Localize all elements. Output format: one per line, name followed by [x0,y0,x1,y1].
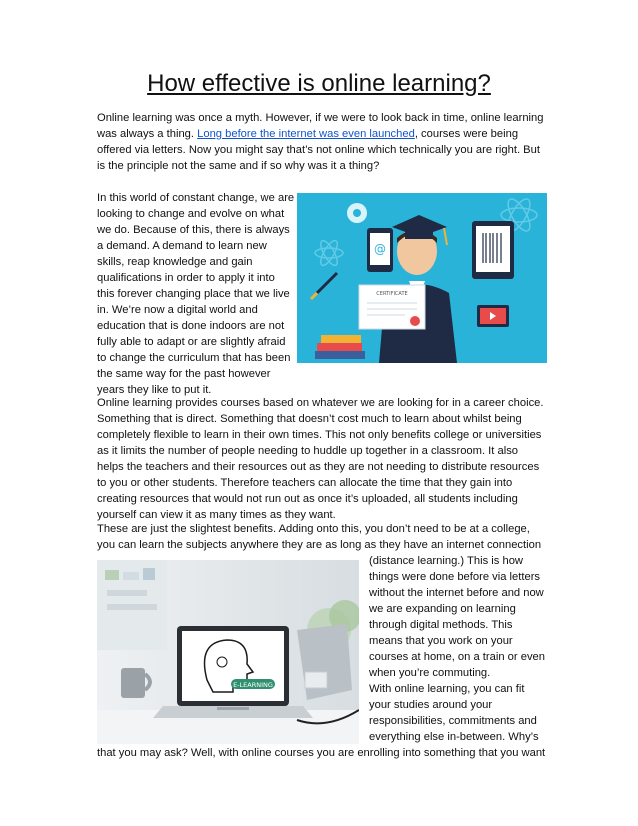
elearning-laptop-photo [97,560,359,744]
flexibility-paragraph: With online learning, you can fit your studies around your responsibilities, commitments and everything else in-between. Why’s [369,683,539,743]
benefits-paragraph: Online learning provides courses based on whatever we are looking for in a career choice. Something that is direct. Something that doesn’t cost much to learn about whilst being completely flexible to learn in their own times. This not only benefits college or universities as it limits the number of people needing to huddle up together in a classroom. It also helps the teachers and their resources out as they are not needing to distribute resources to you or other students. Therefore teachers can allocate the time that they gain into creating resources that would not run out as once it’s uploaded, all students including yourself can view it as many times as they want. [97,397,544,521]
elearning-screen-label: E-LEARNING [233,681,273,689]
certificate-label: CERTIFICATE [376,291,408,297]
svg-text:@: @ [374,242,386,256]
intro-paragraph [97,110,547,174]
intro-text-end: , courses were being offered via letters. Now you might say that’s not online which technically you are right. But is the principle not the same and if so why was it a thing? [97,128,540,172]
graduate-illustration [297,193,547,363]
distance-learning-paragraph: (distance learning.) This is how things were done before via letters without the internet before and now we are expanding on learning through digital methods. This means that you work on your courses at home, on a train or even when you’re commuting. [369,555,545,679]
page-title: How effective is online learning? [147,70,491,97]
internet-history-link[interactable]: Long before the internet was even launched [197,128,415,140]
enrolling-paragraph: that you may ask? Well, with online courses you are enrolling into something that you want [97,747,546,759]
change-paragraph: In this world of constant change, we are looking to change and evolve on what we do. Because of this, there is always a demand. A demand to learn new skills, reap knowledge and gain qualifications in order to apply it into this forever changing place that we live in. We’re now a digital world and education that is done indoors are not fully able to adapt or are slightly afraid to change the curriculum that has been the same way for the past however years they like to put it. [97,192,295,396]
slight-benefits-paragraph: These are just the slightest benefits. Adding onto this, you don’t need to be at a college, you can learn the subjects anywhere they are as long as they have an internet connection [97,523,542,551]
intro-text-start: Online learning was once a myth. However, if we were to look back in time, online learning was always a thing. [97,112,544,140]
